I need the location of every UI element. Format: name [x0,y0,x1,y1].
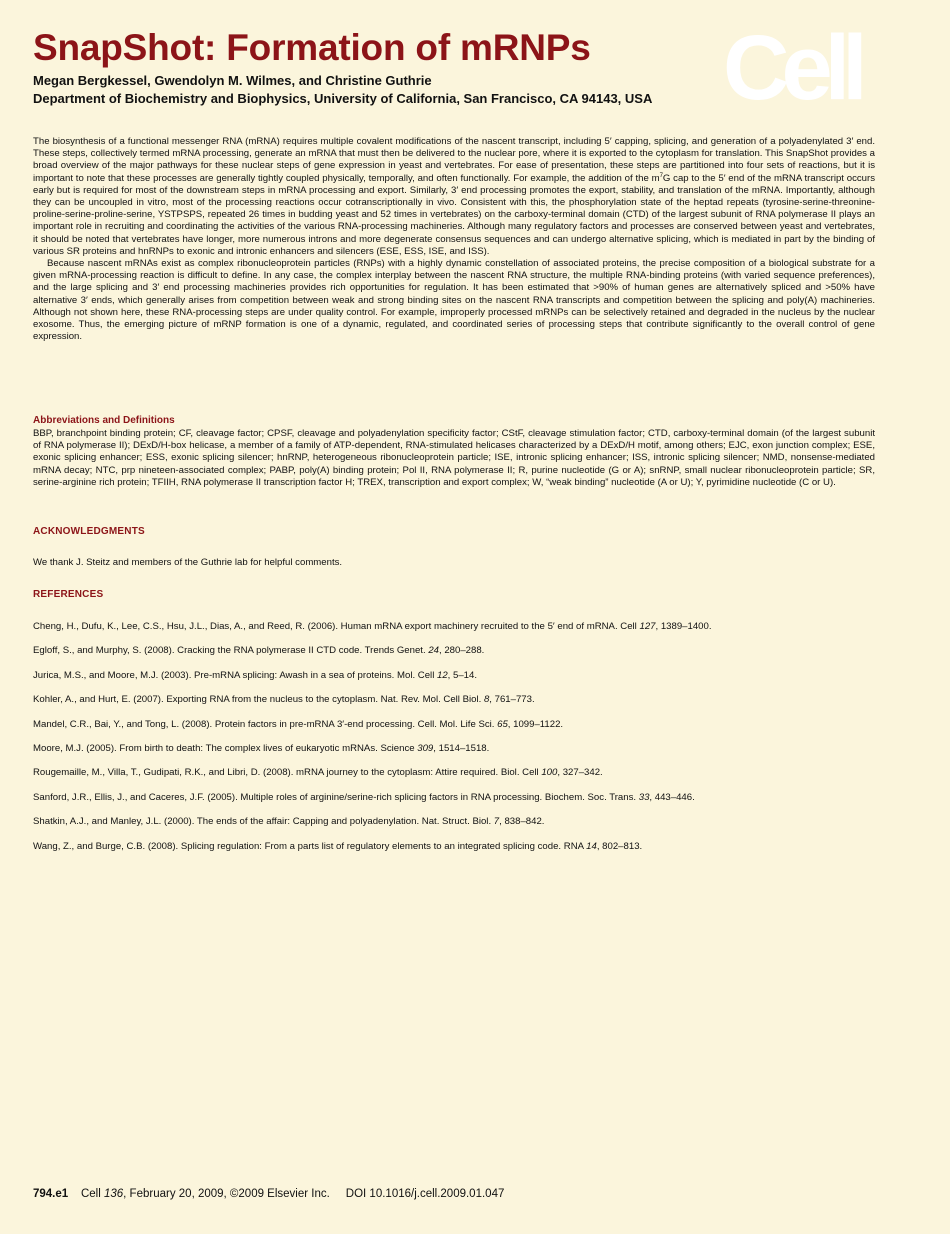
reference-pages: , 838–842. [499,816,545,828]
reference-volume: 14 [586,840,597,852]
reference-item [33,816,913,840]
reference-item [33,719,913,743]
superscript-7: 7 [659,172,663,179]
reference-text: Wang, Z., and Burge, C.B. (2008). Splicing regulation: From a parts list of regulatory elements to an integrated splicing code. RNA [33,840,587,852]
reference-item [33,694,913,718]
abbreviations-text: BBP, branchpoint binding protein; CF, cleavage factor; CPSF, cleavage and polyadenylation specificity factor; CStF, cleavage stimulation factor; CTD, carboxy-terminal domain (of the largest subunit of RNA polymerase II); DExD/H-box helicase, a member of a family of ATP-dependent, RNA-stimulated helicases characterized by a DExD/H motif, among others; EJC, exon junction complex; ESE, exonic splicing enhancer; ESS, exonic splicing silencer; hnRNP, heterogeneous ribonucleoprotein particle; ISE, intronic splicing enhancer; ISS, intronic splicing silencer; NMD, nonsense-mediated mRNA decay; NTC, prp nineteen-associated complex; PABP, poly(A) binding protein; Pol II, RNA polymerase II; R, purine nucleotide (G or A); snRNP, small nuclear ribonucleoprotein particle; SR, serine-arginine rich protein; TFIIH, RNA polymerase II transcription factor H; TREX, transcription and export complex; W, “weak binding” nucleotide (A or U); Y, pyrimidine nucleotide (C or U). [33,428,875,488]
reference-volume: 7 [493,816,500,828]
journal-name: Cell [80,1188,101,1200]
reference-pages: , 1099–1122. [507,718,564,730]
reference-volume: 65 [497,718,508,730]
reference-text: Jurica, M.S., and Moore, M.J. (2003). Pre-mRNA splicing: Awash in a sea of proteins. Mol. Cell [33,669,437,681]
reference-pages: , 280–288. [438,645,485,657]
reference-item [33,841,913,865]
reference-item [33,743,913,767]
acknowledgments-text: We thank J. Steitz and members of the Guthrie lab for helpful comments. [33,557,343,568]
reference-text: Moore, M.J. (2005). From birth to death: The complex lives of eukaryotic mRNAs. Science [33,742,418,754]
affiliation: Department of Biochemistry and Biophysics, University of California, San Francisco, CA 94143, USA [33,91,653,106]
reference-volume: 33 [638,791,650,803]
reference-text: Mandel, C.R., Bai, Y., and Tong, L. (2008). Protein factors in pre-mRNA 3′-end processing. Cell. Mol. Life Sci. [33,718,498,730]
reference-text: Rougemaille, M., Villa, T., Gudipati, R.K., and Libri, D. (2008). mRNA journey to the cytoplasm: Attire required. Biol. Cell [33,767,542,779]
reference-item [33,670,913,694]
references-heading: REFERENCES [33,589,104,600]
page-number: 794.e1 [33,1188,69,1200]
reference-volume: 309 [417,742,434,754]
reference-volume: 24 [428,645,439,657]
reference-volume: 100 [541,767,558,779]
paragraph-1-part-a: The biosynthesis of a functional messenger RNA (mRNA) requires multiple covalent modifications of the nascent transcript, including 5′ capping, splicing, and generation of a polyadenylated 3′ end. These steps, collectively termed mRNA processing, generate an mRNA that must then be delivered to the nuclear pore, where it is exported to the cytoplasm for translation. This SnapShot provides a broad overview of the major pathways for these nuclear steps of gene expression in yeast and vertebrates. For ease of presentation, these steps are partitioned into four sets of reactions, but it is important to note that these processes are generally tightly coupled physically, temporally, and often functionally. For example, the addition of the m [33,136,875,184]
journal-volume: 136 [103,1188,124,1200]
acknowledgments-heading: ACKNOWLEDGMENTS [33,526,145,537]
page-title: SnapShot: Formation of mRNPs [33,27,591,68]
paragraph-1 [33,136,875,258]
publication-date: , February 20, 2009, ©2009 Elsevier Inc. [123,1188,330,1200]
reference-text: Cheng, H., Dufu, K., Lee, C.S., Hsu, J.L., Dias, A., and Reed, R. (2006). Human mRNA export machinery recruited to the 5′ end of mRNA. Cell [33,621,640,632]
reference-text: Egloff, S., and Murphy, S. (2008). Cracking the RNA polymerase II CTD code. Trends Genet. [33,645,429,657]
reference-pages: , 1514–1518. [433,742,490,754]
reference-volume: 127 [639,621,656,632]
reference-volume: 12 [437,669,448,681]
references-list [33,621,913,865]
paragraph-1-part-b: G cap to the 5′ end of the mRNA transcript occurs early but is required for most of the downstream steps in mRNA processing and export. Similarly, 3′ end processing promotes the export, stability, and translation of the mRNA. Importantly, although they can be uncoupled in vitro, most of the processing reactions occur cotranscriptionally in vivo. Consistent with this, the phosphorylation state of the heptad repeats (tyrosine-serine-threonine-proline-serine-proline-serine, YSTPSPS, repeated 26 times in budding yeast and 52 times in vertebrates) on the carboxy-terminal domain (CTD) of the largest subunit of RNA polymerase II plays an important role in recruiting and coordinating the activities of the various RNA-processing machineries. Although many regulatory factors and processes are conserved between yeast and vertebrates, it should be noted that vertebrates have longer, more numerous introns and more degenerate consensus sequences and can undergo alternative splicing, which is mediated in part by the binding of various SR proteins and hnRNPs to exonic and intronic enhancers and silencers (ESE, ESS, ISE, and ISS). [33,172,876,257]
main-text [33,136,875,343]
reference-pages: , 5–14. [447,669,478,681]
doi: DOI 10.1016/j.cell.2009.01.047 [345,1188,505,1200]
reference-item [33,621,913,645]
cell-logo: Cell [723,17,860,119]
reference-pages: , 327–342. [557,767,603,779]
reference-pages: , 443–446. [649,791,695,803]
authors: Megan Bergkessel, Gwendolyn M. Wilmes, and Christine Guthrie [33,73,432,88]
reference-text: Kohler, A., and Hurt, E. (2007). Exporting RNA from the nucleus to the cytoplasm. Nat. Rev. Mol. Cell Biol. [33,694,484,706]
reference-text: Shatkin, A.J., and Manley, J.L. (2000). The ends of the affair: Capping and polyadenylation. Nat. Struct. Biol. [33,816,494,828]
reference-volume: 8 [483,694,490,706]
reference-item [33,792,913,816]
reference-pages: , 1389–1400. [655,621,712,632]
reference-pages: , 802–813. [596,840,643,852]
reference-item [33,645,913,669]
abbreviations-heading: Abbreviations and Definitions [33,415,175,426]
page-footer [33,1187,504,1201]
reference-item [33,767,913,791]
reference-pages: , 761–773. [489,694,535,706]
reference-text: Sanford, J.R., Ellis, J., and Caceres, J.F. (2005). Multiple roles of arginine/serine-rich splicing factors in RNA processing. Biochem. Soc. Trans. [33,791,639,803]
paragraph-2: Because nascent mRNAs exist as complex ribonucleoprotein particles (RNPs) with a highly dynamic constellation of associated proteins, the precise composition of a biological substrate for a given mRNA-processing reaction is difficult to define. In any case, the complex interplay between the nascent RNA structure, the multiple RNA-binding proteins (with varied sequence preferences), and the large splicing and 3′ end processing machineries provides rich opportunities for regulation. It has been estimated that >90% of human genes are alternatively spliced and >50% have alternative 3′ ends, which generally arises from competition between weak and strong binding sites on the nascent RNA transcripts and competition between the splicing and poly(A) machineries. Although not shown here, these RNA-processing steps are under quality control. For example, improperly processed mRNPs can be selectively retained and degraded in the nucleus by the nuclear exosome. Thus, the emerging picture of mRNP formation is one of a dynamic, regulated, and coordinated series of processing steps that contribute significantly to the overall control of gene expression. [33,258,875,343]
